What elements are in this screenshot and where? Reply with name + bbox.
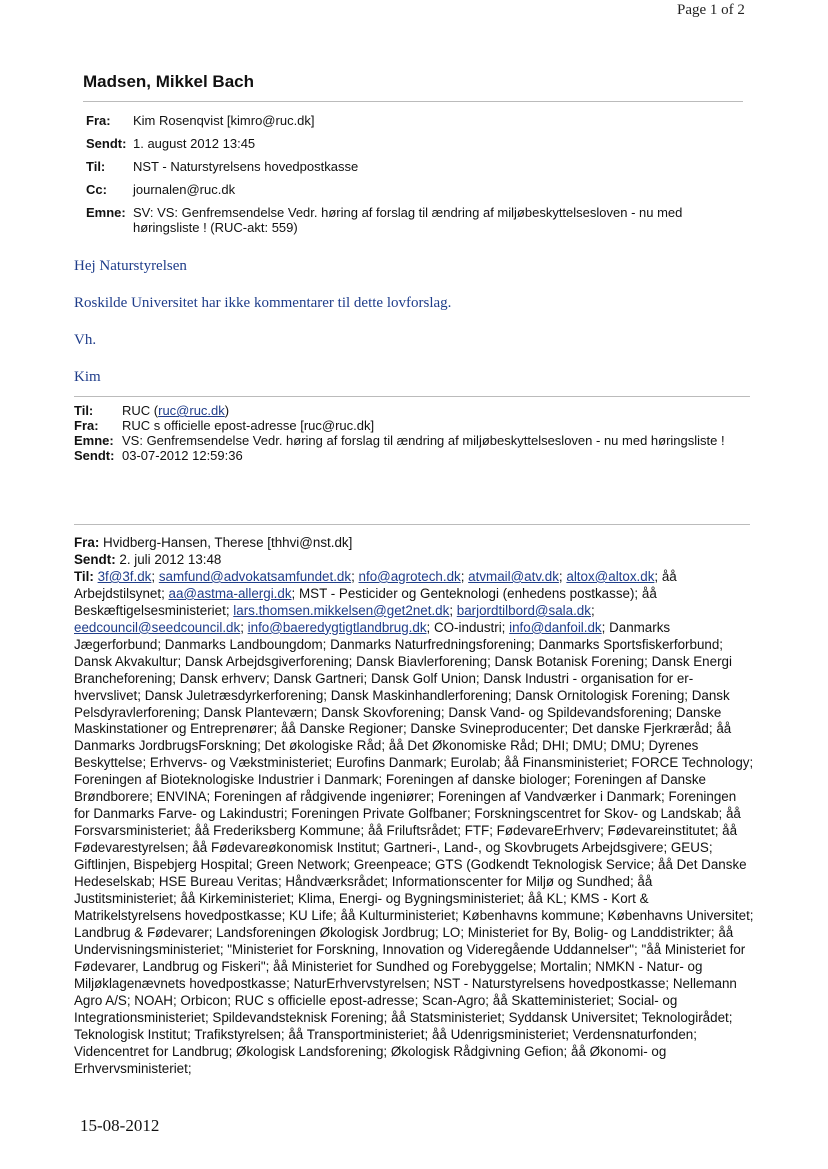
- sent-label: Sendt:: [86, 136, 127, 151]
- signature: Kim: [74, 369, 101, 385]
- sent-value: 1. august 2012 13:45: [133, 136, 256, 151]
- recipient-text: ; CO-industri;: [426, 619, 510, 635]
- subject-value: SV: VS: Genfremsendelse Vedr. høring af forslag til ændring af miljøbeskyttelsesloven - nu med høringsliste ! (RUC-akt: 559): [133, 205, 683, 235]
- divider: [74, 396, 750, 397]
- outer-email-header: [86, 113, 746, 243]
- divider: [83, 101, 743, 102]
- original-email-header: [74, 535, 754, 1078]
- subject-label: Emne:: [86, 205, 126, 220]
- forward-email-header: [74, 403, 744, 463]
- sender-name: Madsen, Mikkel Bach: [83, 72, 255, 91]
- recipient-list: [74, 569, 754, 1078]
- from-label: Fra:: [74, 535, 100, 550]
- recipient-link[interactable]: samfund@advokatsamfundet.dk: [158, 568, 352, 584]
- separator: ;: [151, 568, 159, 584]
- separator: ;: [590, 602, 595, 618]
- divider: [74, 524, 750, 525]
- footer-date: 15-08-2012: [80, 1116, 160, 1135]
- page-number-header: Page 1 of 2: [677, 2, 745, 18]
- from-line: [74, 535, 754, 552]
- recipient-link[interactable]: aa@astma-allergi.dk: [168, 585, 292, 601]
- from-value: Kim Rosenqvist [kimro@ruc.dk]: [133, 113, 315, 128]
- separator: ;: [558, 568, 567, 584]
- recipient-link[interactable]: info@danfoil.dk: [509, 619, 602, 635]
- sent-value: 2. juli 2012 13:48: [115, 551, 222, 567]
- from-value: RUC s officielle epost-adresse [ruc@ruc.dk]: [122, 418, 375, 433]
- to-label: Til:: [74, 403, 94, 418]
- from-label: Fra:: [74, 418, 99, 433]
- cc-value: journalen@ruc.dk: [133, 182, 236, 197]
- to-label: Til:: [74, 568, 94, 584]
- closing: Vh.: [74, 332, 97, 348]
- to-name: RUC (: [122, 403, 159, 418]
- separator: ;: [240, 619, 248, 635]
- greeting: Hej Naturstyrelsen: [74, 258, 187, 274]
- to-value: NST - Naturstyrelsens hovedpostkasse: [133, 159, 359, 174]
- to-close: ): [224, 403, 230, 418]
- recipient-text: ; Danmarks Jægerforbund; Danmarks Landboungdom; Danmarks Naturfredningsforening; Danmarks Sportsfiskerforbund; Dansk Akvakultur; Dansk Arbejdsgiverforening; Dansk Biavlerforening; Dansk Botanisk Forening; Dansk Energi Brancheforening; Dansk erhverv; Dansk Gartneri; Dansk Golf Union; Dansk Industri - organisation for er-hvervslivet; Dansk Juletræsdyrkerforening; Dansk Maskinhandlerforening; Dansk Ornitologisk Forening; Dansk Pelsdyravlerforening; Dansk Planteværn; Dansk Skovforening; Dansk Vand- og Spildevandsforening; Danske Maskinstationer og Entreprenører; åå Danske Regioner; Danske Svineproducenter; Det danske Fjerkræråd; åå Danmarks JordbrugsForskning; Det økologiske Råd; åå Det Økonomiske Råd; DHI; DMU; DMU; Dyrenes Beskyttelse; Erhvervs- og Vækstministeriet; Eurofins Danmark; Eurolab; åå Finansministeriet; FORCE Technology; Foreningen af Bioteknologiske Industrier i Danmark; Foreningen af danske biologer; Foreningen af Danske Brøndborere; ENVINA; Foreningen af rådgivende ingeniører; Foreningen af Vandværker i Danmark; Foreningen for Danmarks Farve- og Lakindustri; Foreningen Private Golfbaner; Forskningscentret for Skov- og Landskab; åå Forsvarsministeriet; åå Frederiksberg Kommune; åå Friluftsrådet; FTF; FødevareErhverv; Fødevareinstitutet; åå Fødevarestyrelsen; åå Fødevareøkonomisk Institut; Gartneri-, Land-, og Skovbrugets Arbejdsgivere; GEUS; Giftlinjen, Bispebjerg Hospital; Green Network; Greenpeace; GTS (Godkendt Teknologisk Service; åå Det Danske Hedeselskab; HSE Bureau Veritas; Håndværksrådet; Informationscenter for Miljø og Sundhed; åå Justitsministeriet; åå Kirkeministeriet; Klima, Energi- og Bygningsministeriet; åå KL; KMS - Kort & Matrikelstyrelsens hovedpostkasse; KU Life; åå Kulturministeriet; Københavns kommune; Københavns Universitet; Landbrug & Fødevarer; Landsforeningen Økologisk Jordbrug; LO; Ministeriet for By, Bolig- og Landdistrikter; åå Undervisningsministeriet; "Ministeriet for Forskning, Innovation og Videregående Uddannelser"; "åå Ministeriet for Fødevarer, Landbrug og Fiskeri"; åå Ministeriet for Sundhed og Forebyggelse; Mortalin; NMKN - Natur- og Miljøklagenævnets hovedpostkasse; NaturErhvervstyrelsen; NST - Naturstyrelsens hovedpostkasse; Nellemann Agro A/S; NOAH; Orbicon; RUC s officielle epost-adresse; Scan-Agro; åå Skatteministeriet; Social- og Integrationsministeriet; Spildevandsteknisk Forening; åå Statsministeriet; Syddansk Universitet; Teknologirådet; Teknologisk Institut; Trafikstyrelsen; åå Transportministeriet; åå Udenrigsministeriet; Verdensnaturfonden; Videncentret for Landbrug; Økologisk Landsforening; Økologisk Rådgivning Gefion; åå Økonomi- og Erhvervsministeriet;: [74, 619, 754, 1076]
- recipient-link[interactable]: info@baeredygtigtlandbrug.dk: [247, 619, 427, 635]
- recipient-text: ; MST - Pesticider og Genteknologi (enhedens postkasse); åå Beskæftigelsesministeriet;: [74, 585, 657, 618]
- recipient-link[interactable]: 3f@3f.dk: [97, 568, 152, 584]
- recipient-text: ; åå Arbejdstilsynet;: [74, 568, 677, 601]
- separator: ;: [449, 602, 457, 618]
- sent-value: 03-07-2012 12:59:36: [122, 448, 243, 463]
- from-label: Fra:: [86, 113, 111, 128]
- cc-label: Cc:: [86, 182, 107, 197]
- subject-value: VS: Genfremsendelse Vedr. høring af forslag til ændring af miljøbeskyttelsesloven - nu med høringsliste !: [122, 433, 725, 448]
- message: Roskilde Universitet har ikke kommentarer til dette lovforslag.: [74, 295, 452, 311]
- recipient-link[interactable]: lars.thomsen.mikkelsen@get2net.dk: [233, 602, 450, 618]
- to-label: Til:: [86, 159, 106, 174]
- sent-label: Sendt:: [74, 448, 115, 463]
- from-value: Hvidberg-Hansen, Therese [thhvi@nst.dk]: [99, 535, 353, 550]
- recipient-link[interactable]: altox@altox.dk: [566, 568, 655, 584]
- recipient-link[interactable]: eedcouncil@seedcouncil.dk: [74, 619, 241, 635]
- subject-label: Emne:: [74, 433, 114, 448]
- recipient-link[interactable]: nfo@agrotech.dk: [358, 568, 461, 584]
- to-value: [122, 403, 744, 418]
- recipient-link[interactable]: atvmail@atv.dk: [468, 568, 559, 584]
- to-email-link[interactable]: ruc@ruc.dk: [158, 403, 225, 418]
- separator: ;: [460, 568, 469, 584]
- sent-line: [74, 552, 754, 569]
- recipient-link[interactable]: barjordtilbord@sala.dk: [456, 602, 591, 618]
- separator: ;: [351, 568, 359, 584]
- sent-label: Sendt:: [74, 551, 116, 567]
